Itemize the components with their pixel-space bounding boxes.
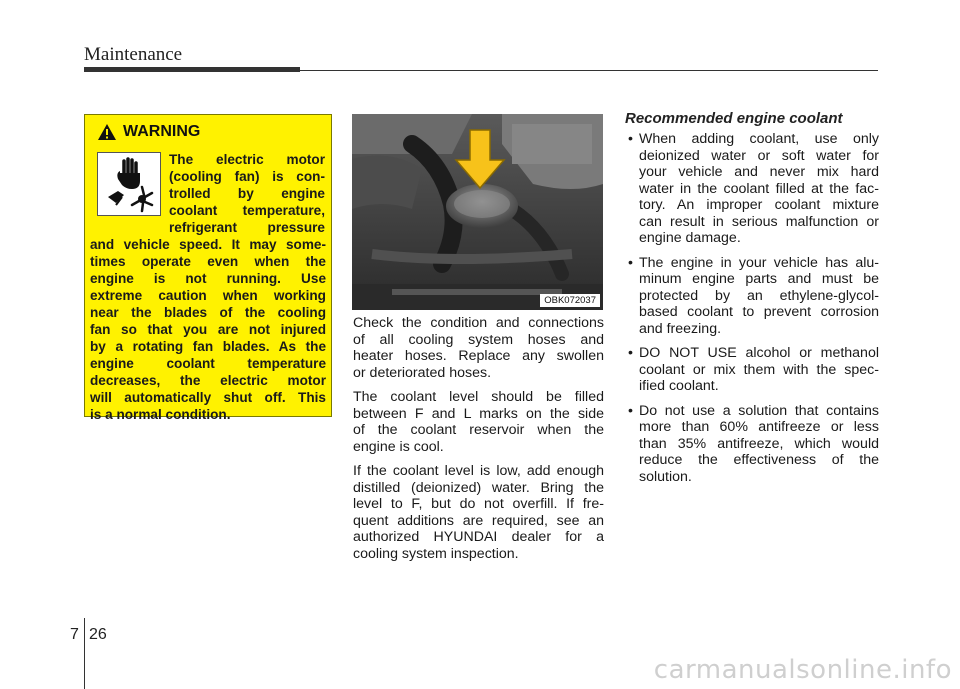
header-rule [300,70,878,71]
hand-stop-fan-icon [97,152,161,216]
text-line: reduce the effectiveness of the [639,452,879,468]
warning-line: engine is not running. Use [90,271,326,286]
engine-coolant-photo [352,114,603,310]
warning-line: (cooling fan) is con- [169,169,325,184]
text-line: tory. An improper coolant mixture [639,197,879,213]
text-line: Do not use a solution that contains [639,402,879,419]
text-line: heater hoses. Replace any swollen [353,348,604,364]
bullet-item [628,403,879,486]
text-line: based coolant to prevent corrosion [639,304,879,320]
engine-bay-illustration [352,114,603,310]
text-line: water in the coolant filled at the fac- [639,180,879,197]
text-line: protected by an ethylene-glycol- [639,287,879,304]
page-section-title: Maintenance [84,44,183,65]
text-line: authorized HYUNDAI dealer for a [353,529,604,545]
site-watermark: carmanualsonline.info [653,655,952,685]
bullet-dot: • [628,345,633,361]
text-line: engine is cool. [353,438,444,455]
bullet-dot: • [628,402,633,419]
text-line: and freezing. [639,320,722,337]
bullet-item [628,255,879,338]
text-line: engine damage. [639,230,741,246]
text-line: deionized water or soft water for [639,147,879,164]
warning-line: decreases, the electric motor [90,373,326,388]
warning-line: by a rotating fan blades. As the [90,339,326,354]
text-line: When adding coolant, use only [639,131,879,147]
text-line: more than 60% antifreeze or less [639,419,879,435]
text-line: cooling system inspection. [353,545,519,562]
bullet-item [628,345,879,395]
text-line: The coolant level should be filled [353,389,604,405]
text-line: coolant or mix them with the spec- [639,361,879,378]
warning-line: engine coolant temperature [90,356,326,371]
text-line: your vehicle and never mix hard [639,164,879,180]
text-line: quent additions are required, see an [353,512,604,529]
warning-line: The electric motor [169,152,325,167]
paragraph-low-coolant [353,463,604,562]
header-accent-bar [84,67,300,72]
photo-code-label: OBK072037 [540,294,600,307]
paragraph-hoses [353,315,604,381]
warning-line: is a normal condition. [90,407,231,422]
text-line: of all cooling system hoses and [353,331,604,348]
warning-line: refrigerant pressure [169,220,325,235]
bullet-dot: • [628,131,633,147]
section-heading: Recommended engine coolant [625,110,843,127]
bullet-item [628,131,879,247]
page-number: 26 [89,626,107,643]
chapter-number: 7 [70,626,79,643]
text-line: If the coolant level is low, add enough [353,463,604,479]
text-line: distilled (deionized) water. Bring the [353,479,604,496]
text-line: of the coolant reservoir when the [353,422,604,438]
text-line: than 35% antifreeze, which would [639,435,879,452]
warning-heading [97,123,200,141]
footer-divider [84,618,85,689]
warning-line: times operate even when the [90,254,326,269]
right-column [628,131,879,493]
bullet-dot: • [628,254,633,271]
text-line: can result in serious malfunction or [639,213,879,230]
text-line: or deteriorated hoses. [353,364,492,381]
warning-line: near the blades of the cooling [90,305,326,320]
text-line: level to F, but do not overfill. If fre- [353,496,604,512]
warning-heading-text: WARNING [123,123,201,140]
text-line: between F and L marks on the side [353,405,604,422]
warning-line: will automatically shut off. This [90,390,326,405]
warning-line: trolled by engine [169,186,325,201]
text-line: solution. [639,468,692,485]
warning-line: and vehicle speed. It may some- [90,237,326,252]
middle-column [353,315,604,570]
warning-text-bottom [90,236,326,423]
text-line: DO NOT USE alcohol or methanol [639,345,879,361]
paragraph-coolant-level [353,389,604,455]
warning-line: fan so that you are not injured [90,322,326,337]
warning-line: extreme caution when working [90,288,326,303]
warning-box [84,114,332,422]
text-line: minum engine parts and must be [639,271,879,287]
text-line: The engine in your vehicle has alu- [639,254,879,271]
warning-text-top [169,151,325,236]
warning-line: coolant temperature, [169,203,325,218]
text-line: Check the condition and connections [353,315,604,331]
warning-triangle-icon [97,123,117,141]
text-line: ified coolant. [639,378,719,394]
